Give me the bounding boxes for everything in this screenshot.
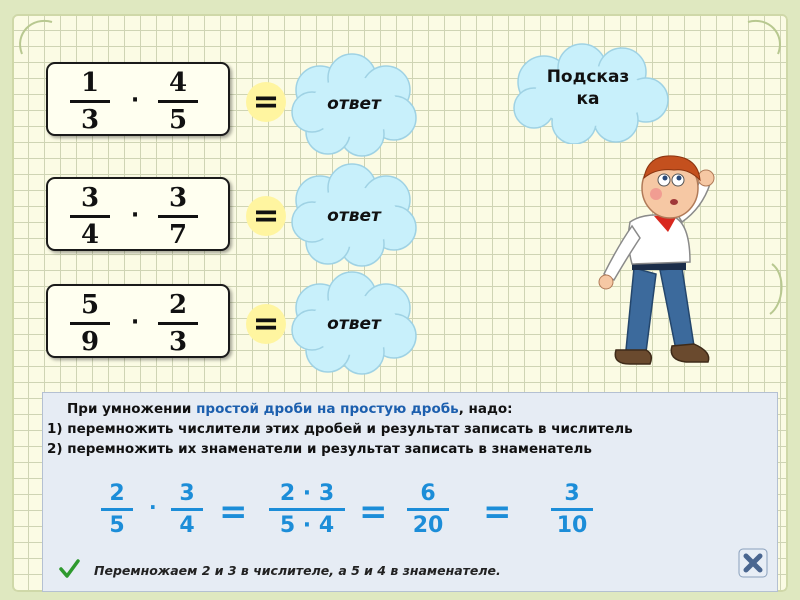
fraction-bar xyxy=(70,215,110,218)
fraction-bar xyxy=(70,100,110,103)
thinking-boy-illustration xyxy=(594,150,724,376)
denominator: 3 xyxy=(168,327,188,357)
footer-note: Перемножаем 2 и 3 в числителе, а 5 и 4 в знаменателе. xyxy=(94,563,501,578)
fraction-bar xyxy=(551,508,593,511)
equals-sign: = xyxy=(246,196,286,236)
numerator: 3 xyxy=(564,481,580,506)
rule-step-1: 1) перемножить числители этих дробей и результат записать в числитель xyxy=(47,421,633,437)
hint-label-line-1: Подсказ xyxy=(546,67,630,87)
fraction-2 xyxy=(158,183,198,250)
equals-sign: = xyxy=(246,304,286,344)
multiply-sign: · xyxy=(130,310,140,335)
denominator: 5 xyxy=(109,513,125,538)
numerator: 2 xyxy=(109,481,125,506)
answer-label[interactable]: ответ xyxy=(327,206,381,226)
exercise-3-fractions xyxy=(46,284,230,358)
fraction-1 xyxy=(70,68,110,135)
denominator: 3 xyxy=(80,105,100,135)
rule-heading-highlight: простой дроби на простую дробь xyxy=(196,401,459,417)
hint-label-line-2: ка xyxy=(576,89,600,109)
exercise-2-fractions xyxy=(46,177,230,251)
numerator: 6 xyxy=(420,481,436,506)
fraction-1 xyxy=(70,183,110,250)
fraction-bar xyxy=(158,322,198,325)
fraction-bar xyxy=(158,100,198,103)
numerator: 1 xyxy=(80,68,100,98)
fraction-1 xyxy=(70,290,110,357)
rule-heading xyxy=(67,401,513,417)
equals-sign: = xyxy=(219,492,248,532)
denominator: 4 xyxy=(179,513,195,538)
rule-step-2: 2) перемножить их знаменатели и результат записать в знаменатель xyxy=(47,441,592,457)
multiply-sign: · xyxy=(130,203,140,228)
answer-label[interactable]: ответ xyxy=(327,314,381,334)
check-icon xyxy=(58,558,80,580)
fraction-bar xyxy=(70,322,110,325)
example-fraction-3 xyxy=(269,481,345,538)
fraction-bar xyxy=(269,508,345,511)
example-fraction-5 xyxy=(551,481,593,538)
multiply-sign: · xyxy=(130,88,140,113)
hint-button[interactable] xyxy=(524,66,652,110)
denominator: 20 xyxy=(412,513,444,538)
equals-sign: = xyxy=(359,492,388,532)
example-fraction-1 xyxy=(101,481,133,538)
fraction-2 xyxy=(158,68,198,135)
fraction-bar xyxy=(407,508,449,511)
fraction-bar xyxy=(171,508,203,511)
multiply-sign: · xyxy=(149,495,157,519)
fraction-bar xyxy=(101,508,133,511)
denominator: 7 xyxy=(168,220,188,250)
fraction-2 xyxy=(158,290,198,357)
numerator: 2 xyxy=(168,290,188,320)
denominator: 5 xyxy=(168,105,188,135)
answer-label[interactable]: ответ xyxy=(327,94,381,114)
equals-sign: = xyxy=(246,82,286,122)
numerator: 5 xyxy=(80,290,100,320)
close-icon[interactable] xyxy=(738,548,768,578)
numerator: 3 xyxy=(179,481,195,506)
example-fraction-2 xyxy=(171,481,203,538)
numerator: 3 xyxy=(80,183,100,213)
numerator: 3 xyxy=(168,183,188,213)
rule-panel xyxy=(42,392,778,592)
denominator: 4 xyxy=(80,220,100,250)
exercise-1-fractions xyxy=(46,62,230,136)
numerator: 4 xyxy=(168,68,188,98)
example-fraction-4 xyxy=(407,481,449,538)
rule-heading-part-1: При умножении xyxy=(67,401,197,417)
rule-heading-part-3: , надо: xyxy=(458,401,513,417)
denominator: 10 xyxy=(556,513,588,538)
denominator: 5 · 4 xyxy=(279,513,335,538)
numerator: 2 · 3 xyxy=(279,481,335,506)
equals-sign: = xyxy=(483,492,512,532)
denominator: 9 xyxy=(80,327,100,357)
fraction-bar xyxy=(158,215,198,218)
